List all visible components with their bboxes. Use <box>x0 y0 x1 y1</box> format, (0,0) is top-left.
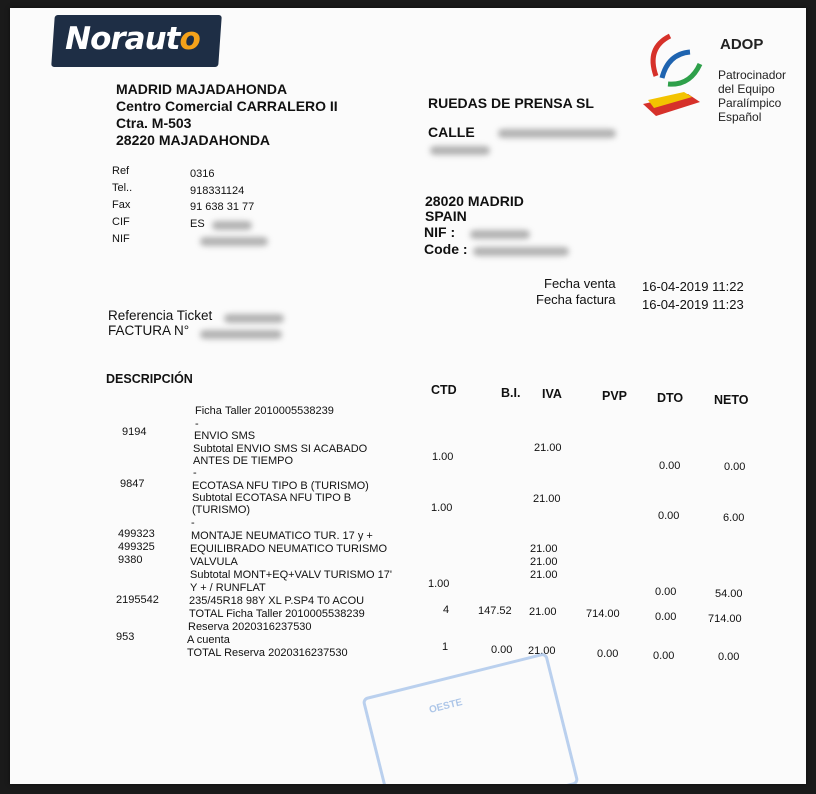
adop-paralympic-icon <box>638 26 713 126</box>
item-code: 499325 <box>118 541 155 553</box>
sale-date-label: Fecha venta <box>544 276 616 291</box>
neto-cell: 6.00 <box>723 512 745 524</box>
desc-line: EQUILIBRADO NEUMATICO TURISMO <box>190 543 388 555</box>
header-bi: B.I. <box>501 386 521 400</box>
redacted-client-code <box>473 247 569 256</box>
desc-line: TOTAL Ficha Taller 2010005538239 <box>189 608 365 620</box>
desc-line: Y + / RUNFLAT <box>190 582 266 594</box>
adop-line-3: Paralímpico <box>718 96 782 110</box>
dto-cell: 0.00 <box>653 650 675 662</box>
neto-cell: 54.00 <box>715 588 743 600</box>
ref-label: Ref <box>112 165 130 177</box>
desc-line: ANTES DE TIEMPO <box>193 455 294 467</box>
ctd-cell: 1.00 <box>432 451 454 463</box>
bi-cell: 0.00 <box>491 644 513 656</box>
iva-cell: 21.00 <box>528 645 556 657</box>
desc-line: VALVULA <box>190 556 238 568</box>
header-description: DESCRIPCIÓN <box>106 372 193 386</box>
desc-line: - <box>195 418 199 430</box>
client-name: RUEDAS DE PRENSA SL <box>428 95 594 111</box>
dto-cell: 0.00 <box>655 611 677 623</box>
logo-text: Norauto <box>65 21 200 57</box>
desc-line: (TURISMO) <box>192 504 251 516</box>
adop-line-2: del Equipo <box>718 82 775 96</box>
adop-line-4: Español <box>718 110 762 124</box>
fax-label: Fax <box>112 199 131 211</box>
bi-cell: 147.52 <box>478 605 512 617</box>
desc-line: Reserva 2020316237530 <box>188 621 312 633</box>
sale-date-value: 16-04-2019 11:22 <box>642 279 744 294</box>
header-pvp: PVP <box>602 389 628 403</box>
desc-line: ENVIO SMS <box>194 430 256 442</box>
desc-line: 235/45R18 98Y XL P.SP4 T0 ACOU <box>189 595 365 607</box>
client-nif-label: NIF : <box>424 224 456 240</box>
adop-line-1: Patrocinador <box>718 68 787 82</box>
invoice-number-label: FACTURA N° <box>108 323 190 338</box>
neto-cell: 0.00 <box>724 461 746 473</box>
desc-line: Fichа Taller 2010005538239 <box>195 405 334 417</box>
adop-caption <box>718 68 786 124</box>
iva-cell: 21.00 <box>534 442 562 454</box>
header-iva: IVA <box>542 387 562 401</box>
redacted-invoice-number <box>200 330 282 339</box>
adop-title: ADOP <box>720 36 764 53</box>
dto-cell: 0.00 <box>655 586 677 598</box>
invoice-date-label: Fecha factura <box>536 292 616 307</box>
dto-cell: 0.00 <box>658 510 680 522</box>
ctd-cell: 1.00 <box>428 578 450 590</box>
desc-line: - <box>193 467 197 479</box>
store-line-1: MADRID MAJADAHONDA <box>116 81 288 97</box>
ticket-ref-label: Referencia Ticket <box>108 308 213 323</box>
redacted-nif <box>200 237 268 246</box>
iva-cell: 21.00 <box>530 569 558 581</box>
ctd-cell: 1.00 <box>431 502 453 514</box>
iva-cell: 21.00 <box>529 606 557 618</box>
stamp-text: OESTE <box>428 696 464 716</box>
desc-line: Subtotal ENVIO SMS SI ACABADO <box>193 443 368 455</box>
ctd-cell: 1 <box>442 641 449 653</box>
neto-cell: 714.00 <box>708 613 742 625</box>
pvp-cell: 0.00 <box>597 648 619 660</box>
store-address <box>116 81 338 149</box>
redacted-cif <box>212 221 252 230</box>
ref-value: 0316 <box>190 168 215 180</box>
item-code: 9194 <box>122 426 147 438</box>
item-code: 2195542 <box>116 594 159 606</box>
redacted-street-2 <box>430 146 490 155</box>
fax-value: 91 638 31 77 <box>190 201 255 213</box>
desc-line: ECOTASA NFU TIPO B (TURISMO) <box>192 480 369 492</box>
nif-label: NIF <box>112 233 130 245</box>
iva-cell: 21.00 <box>533 493 561 505</box>
logo-accent-letter: o <box>179 21 200 57</box>
redacted-street <box>498 129 616 138</box>
tel-value: 918331124 <box>190 184 245 197</box>
client-country: SPAIN <box>425 208 467 224</box>
store-line-2: Centro Comercial CARRALERO II <box>116 98 338 114</box>
desc-line: TOTAL Reserva 2020316237530 <box>187 647 348 659</box>
header-neto: NETO <box>714 393 749 407</box>
cif-value: ES <box>190 217 205 230</box>
ctd-cell: 4 <box>443 604 450 616</box>
blue-stamp <box>361 652 579 784</box>
item-code: 953 <box>116 631 135 643</box>
client-city: 28020 MADRID <box>425 193 524 209</box>
iva-cell: 21.00 <box>530 556 558 568</box>
tel-label: Tel.. <box>112 182 133 194</box>
store-line-3: Ctra. M-503 <box>116 115 192 131</box>
iva-cell: 21.00 <box>530 543 558 555</box>
cif-label: CIF <box>112 216 130 228</box>
pvp-cell: 714.00 <box>586 608 620 620</box>
item-code: 9380 <box>118 554 143 566</box>
redacted-ticket <box>224 314 284 323</box>
desc-line: Subtotal ECOTASA NFU TIPO B <box>192 492 352 504</box>
store-line-4: 28220 MAJADAHONDA <box>116 132 271 148</box>
invoice-sheet <box>10 8 806 784</box>
desc-line: A cuenta <box>187 634 230 646</box>
item-code: 499323 <box>118 528 155 540</box>
client-code-label: Code : <box>424 241 468 257</box>
store-info-labels <box>112 163 132 248</box>
dto-cell: 0.00 <box>659 460 681 472</box>
desc-line: MONTAJE NEUMATICO TUR. 17 y + <box>191 530 373 542</box>
client-street: CALLE <box>428 124 475 140</box>
desc-line: - <box>191 517 195 529</box>
header-ctd: CTD <box>431 383 457 397</box>
desc-line: Subtotal MONT+EQ+VALV TURISMO 17' <box>190 569 393 581</box>
norauto-logo <box>51 15 222 67</box>
invoice-date-value: 16-04-2019 11:23 <box>642 297 744 312</box>
neto-cell: 0.00 <box>718 651 740 663</box>
header-dto: DTO <box>657 391 684 405</box>
item-code: 9847 <box>120 478 145 490</box>
redacted-client-nif <box>470 230 530 239</box>
